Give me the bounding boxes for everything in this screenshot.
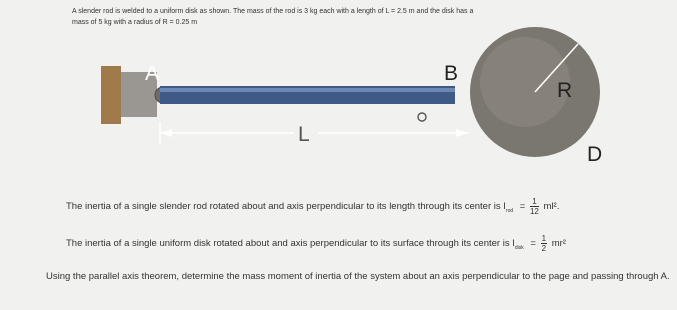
disk-formula-text: The inertia of a single uniform disk rotated about and axis perpendicular to its surface through its center is I xyxy=(66,238,515,250)
wall-support xyxy=(101,66,121,124)
disk-subscript: disk xyxy=(514,244,524,251)
disk-term: mr² xyxy=(551,238,566,250)
label-D: D xyxy=(587,143,603,166)
rod-highlight xyxy=(160,88,455,92)
rod-formula-text: The inertia of a single slender rod rotated about and axis perpendicular to its length through its center is I xyxy=(66,201,506,213)
dimension-arrow-right xyxy=(456,129,468,137)
question-text: Using the parallel axis theorem, determine the mass moment of inertia of the system about an axis perpendicular to the page and passing through A. xyxy=(46,271,670,282)
disk-inertia-formula: The inertia of a single uniform disk rotated about and axis perpendicular to its surface through its center is $I_{disk}$ = $\frac{1}{2}$ mr² xyxy=(66,234,566,253)
rod-subscript: rod xyxy=(505,207,514,214)
problem-line-2: mass of 5 kg with a radius of R = 0.25 m xyxy=(72,19,198,26)
label-L: L xyxy=(298,123,310,146)
label-B: B xyxy=(444,62,459,85)
rod-coef-num: 1 xyxy=(530,197,539,207)
dimension-arrow-left xyxy=(160,129,172,137)
label-R: R xyxy=(557,79,573,102)
rod-coef-den: 12 xyxy=(529,207,539,216)
disk-coef-den: 2 xyxy=(541,244,547,253)
problem-line-1: A slender rod is welded to a uniform disk as shown. The mass of the rod is 3 kg each with a length of L = 2.5 m and the disk has a xyxy=(72,8,474,15)
label-A: A xyxy=(145,62,160,85)
disk-coef-num: 1 xyxy=(541,234,547,243)
rod-inertia-formula: The inertia of a single slender rod rotated about and axis perpendicular to its length through its center is $I_{rod}$ = $\frac{1}{12}$ ml². xyxy=(66,197,560,216)
rod-term: ml². xyxy=(543,201,560,213)
rod-coefficient xyxy=(530,197,539,216)
disk-coefficient xyxy=(541,234,547,253)
weld-marker xyxy=(418,113,426,121)
